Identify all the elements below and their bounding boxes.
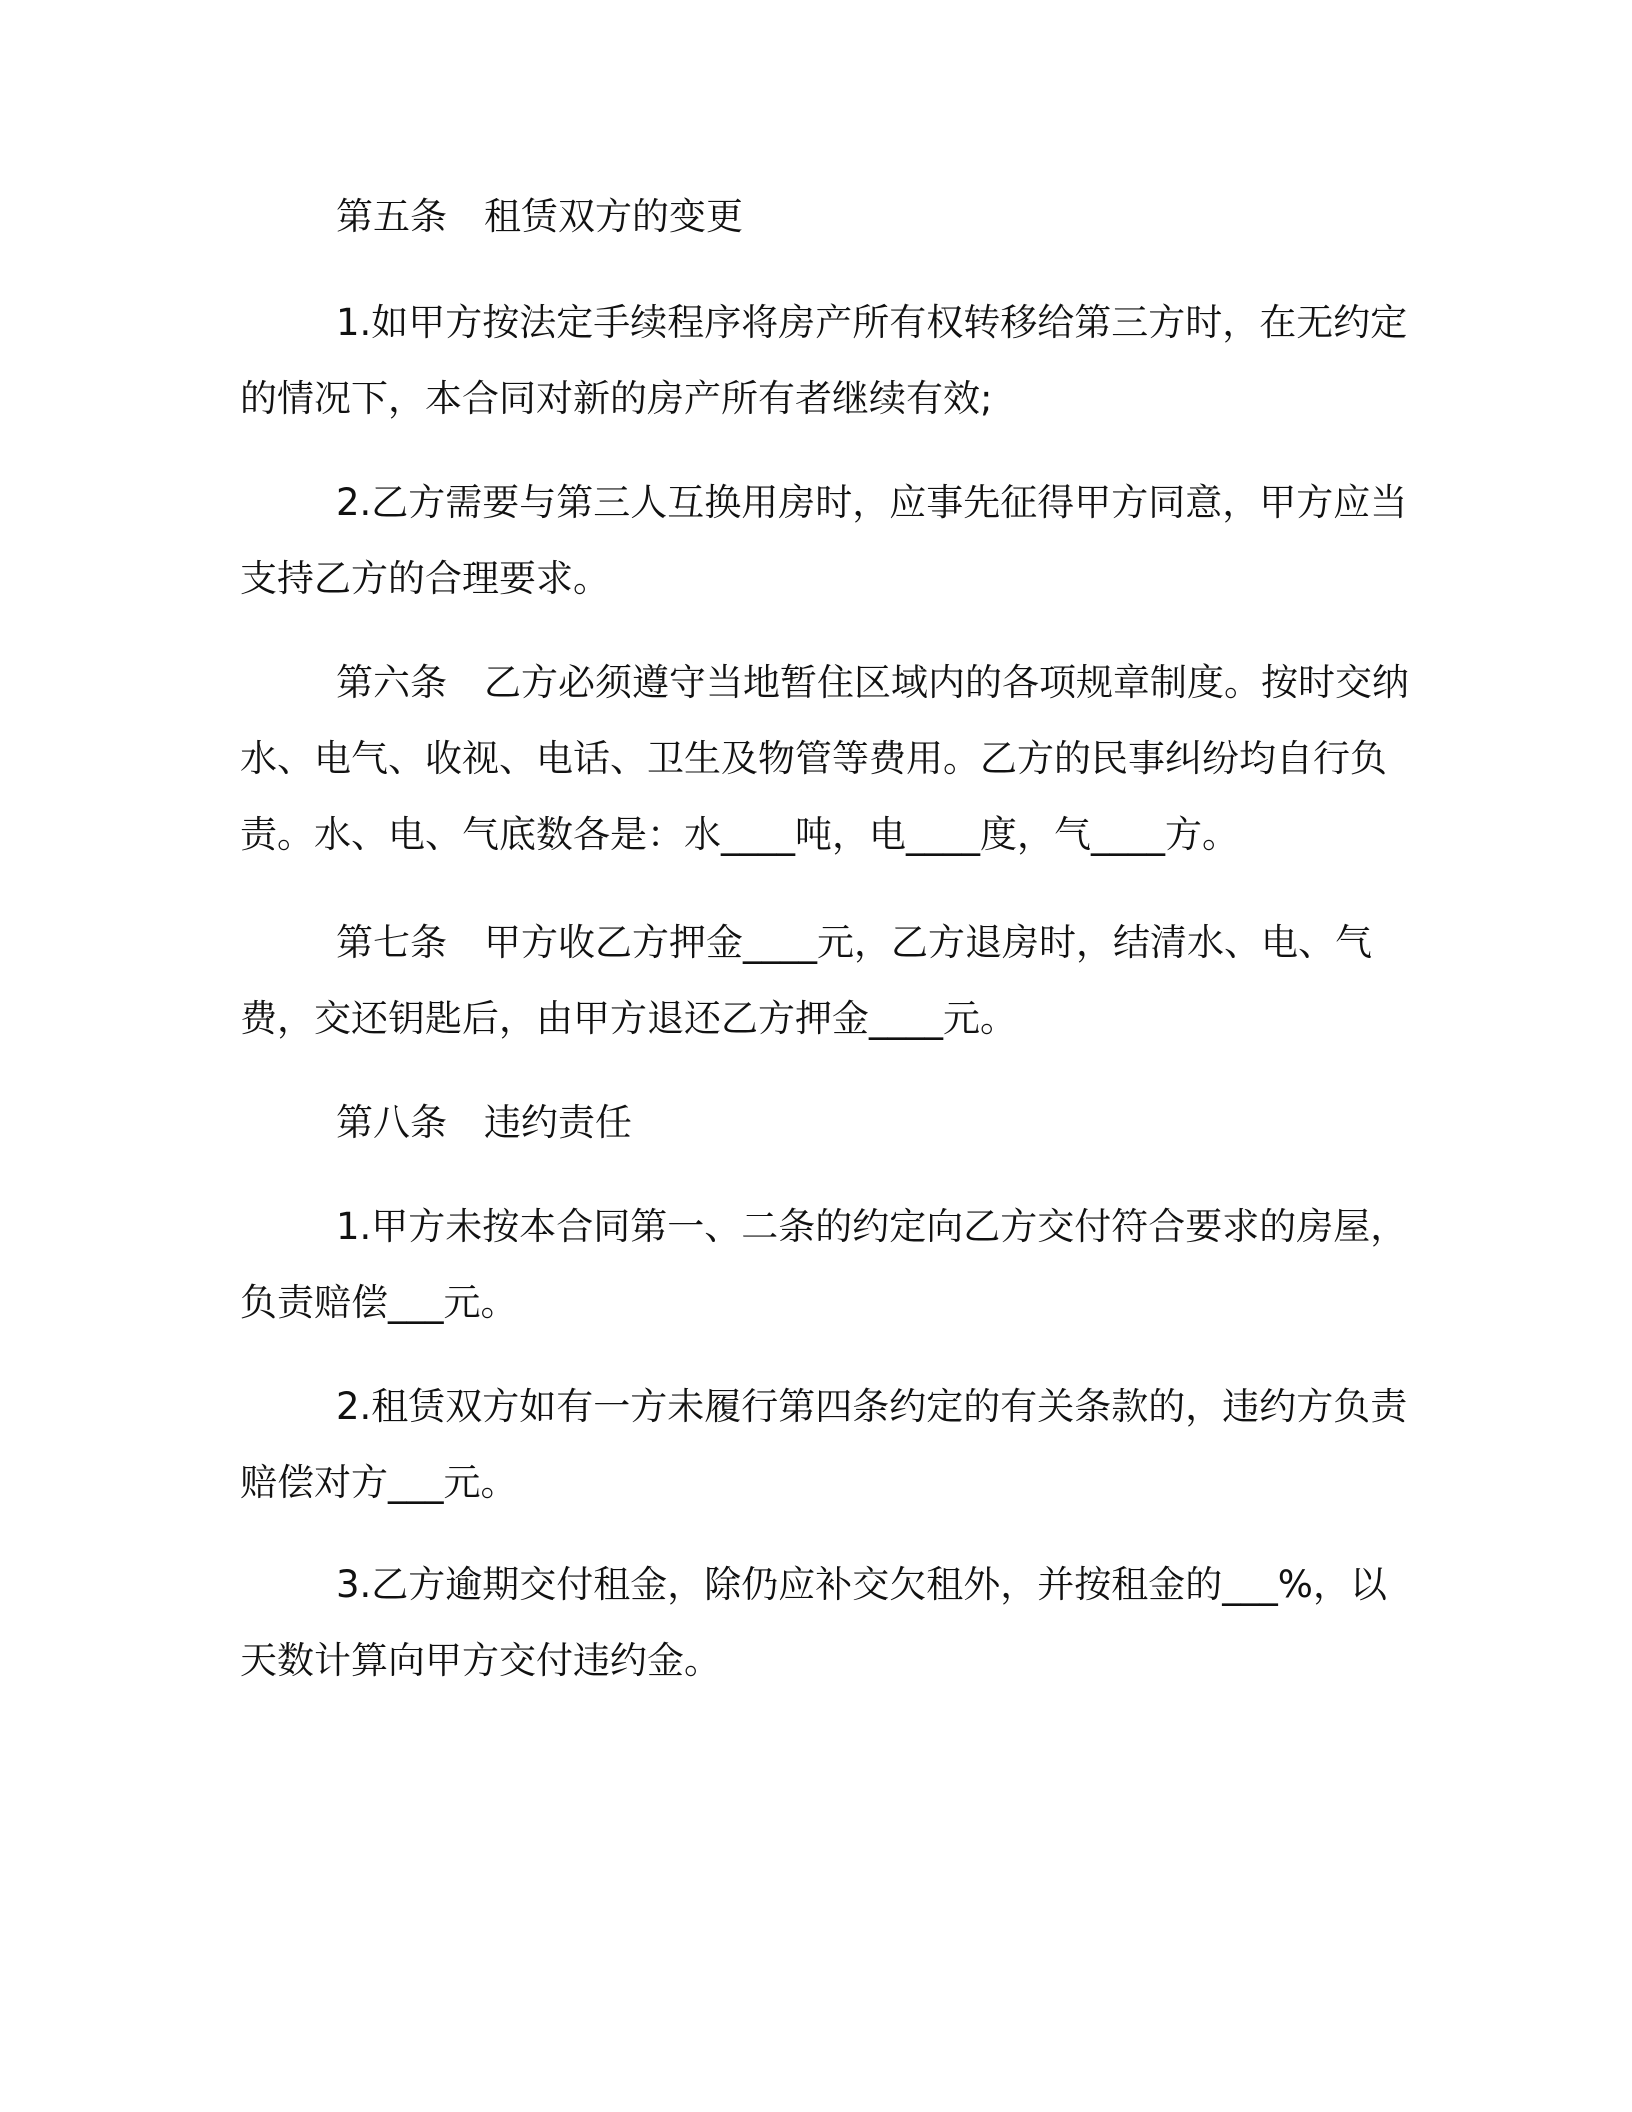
article-7-paragraph: 第七条 甲方收乙方押金____元，乙方退房时，结清水、电、气费，交还钥匙后，由甲方退还乙方押金____元。 xyxy=(240,921,1372,1040)
article-6-paragraph: 第六条 乙方必须遵守当地暂住区域内的各项规章制度。按时交纳水、电气、收视、电话、卫生及物管等费用。乙方的民事纠纷均自行负责。水、电、气底数各是：水____吨，电____度，气____方。 xyxy=(240,661,1409,856)
article-5-heading: 第五条 租赁双方的变更 xyxy=(336,195,743,238)
article-8-clause-3: 3.乙方逾期交付租金，除仍应补交欠租外，并按租金的___%，以天数计算向甲方交付违约金。 xyxy=(240,1563,1387,1682)
article-8-clause-2: 2.租赁双方如有一方未履行第四条约定的有关条款的，违约方负责赔偿对方___元。 xyxy=(240,1385,1408,1504)
article-8-clause-1: 1.甲方未按本合同第一、二条的约定向乙方交付符合要求的房屋，负责赔偿___元。 xyxy=(240,1205,1408,1324)
article-8-heading: 第八条 违约责任 xyxy=(336,1101,632,1144)
article-5-clause-1: 1.如甲方按法定手续程序将房产所有权转移给第三方时，在无约定的情况下，本合同对新的房产所有者继续有效; xyxy=(240,301,1408,420)
article-5-clause-2: 2.乙方需要与第三人互换用房时，应事先征得甲方同意，甲方应当支持乙方的合理要求。 xyxy=(240,481,1408,600)
